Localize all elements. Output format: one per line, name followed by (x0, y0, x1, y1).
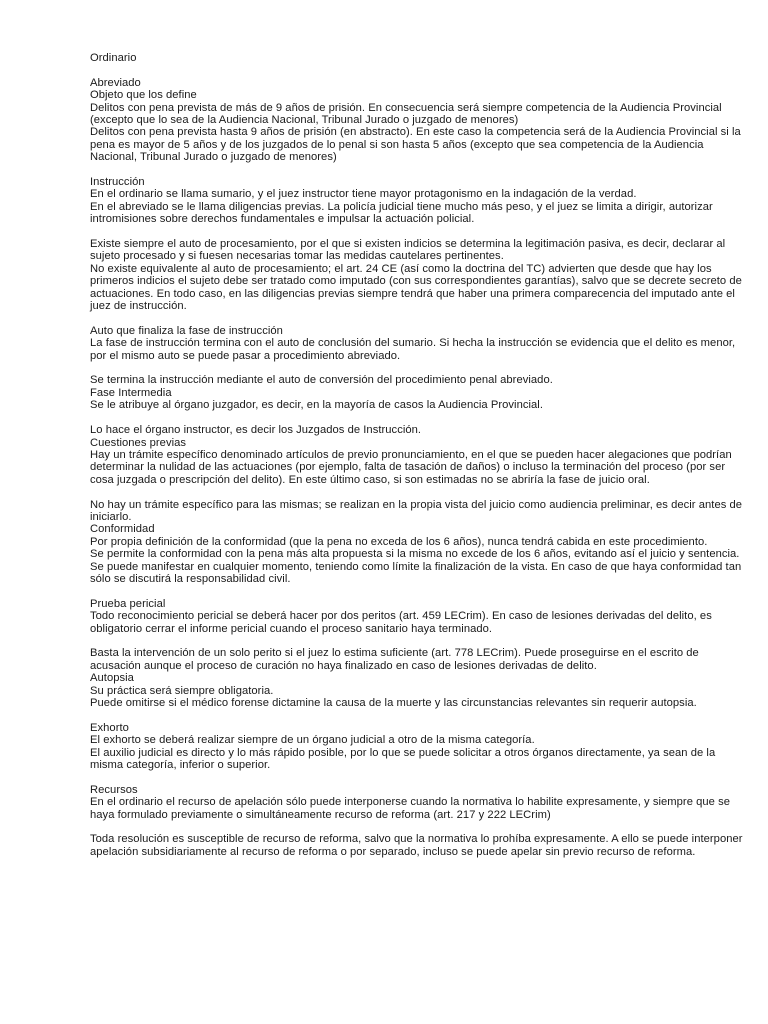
text-line: Puede omitirse si el médico forense dictamine la causa de la muerte y las circunstancias relevantes sin requerir autopsia. (90, 696, 697, 709)
text-line: actuaciones. En todo caso, en las diligencias previas siempre tendrá que haber una primera comparecencia del imputado ante el (90, 287, 735, 300)
paragraph-block (90, 238, 765, 312)
text-line: Toda resolución es susceptible de recurso de reforma, salvo que la normativa lo prohíba expresamente. A ello se puede interponer (90, 833, 743, 846)
text-line: Su práctica será siempre obligatoria. (90, 684, 274, 697)
text-line: Abreviado (90, 76, 141, 89)
paragraph-block (90, 325, 765, 362)
text-line: En el abreviado se le llama diligencias previas. La policía judicial tiene mucho más peso, y el juez se limita a dirigir, autorizar (90, 200, 713, 213)
text-line: apelación subsidiariamente al recurso de reforma o por separado, incluso se puede apelar sin previo recurso de reforma. (90, 845, 696, 858)
text-line: Se le atribuye al órgano juzgador, es decir, en la mayoría de casos la Audiencia Provincial. (90, 399, 543, 412)
paragraph-gap (90, 771, 765, 783)
paragraph-gap (90, 821, 765, 833)
text-line: obligatorio cerrar el informe pericial cuando el proceso sanitario haya terminado. (90, 622, 493, 635)
text-line: Nacional, Tribunal Jurado o juzgado de menores) (90, 151, 337, 164)
paragraph-block (90, 52, 765, 64)
paragraph-gap (90, 585, 765, 597)
text-line: intromisiones sobre derechos fundamentales e impulsar la actuación policial. (90, 213, 475, 226)
text-line: haya formulado previamente o simultáneamente recurso de reforma (art. 217 y 222 LECrim) (90, 808, 551, 821)
text-line: juez de instrucción. (90, 300, 187, 313)
text-line: Se permite la conformidad con la pena más alta propuesta si la misma no excede de los 6 años, evitando así el juicio y sentencia. (90, 548, 740, 561)
text-line: Conformidad (90, 523, 155, 536)
text-line: Objeto que los define (90, 89, 197, 102)
paragraph-block (90, 374, 765, 411)
text-line: Delitos con pena prevista de más de 9 años de prisión. En consecuencia será siempre competencia de la Audiencia Provincial (90, 101, 722, 114)
text-line: Lo hace el órgano instructor, es decir los Juzgados de Instrucción. (90, 424, 422, 437)
paragraph-block (90, 77, 765, 164)
text-line: En el ordinario se llama sumario, y el juez instructor tiene mayor protagonismo en la indagación de la verdad. (90, 188, 637, 201)
text-line: Existe siempre el auto de procesamiento, por el que si existen indicios se determina la legitimación pasiva, es decir, declarar al (90, 238, 726, 251)
text-line: iniciarlo. (90, 510, 132, 523)
text-line: El exhorto se deberá realizar siempre de un órgano judicial a otro de la misma categoría. (90, 734, 535, 747)
text-line: En el ordinario el recurso de apelación sólo puede interponerse cuando la normativa lo habilite expresamente, y siempre que se (90, 796, 731, 809)
text-line: por el mismo auto se puede pasar a procedimiento abreviado. (90, 349, 401, 362)
paragraph-gap (90, 709, 765, 721)
text-line: Delitos con pena prevista hasta 9 años de prisión (en abstracto). En este caso la competencia será de la Audiencia Provincial si la (90, 126, 741, 139)
text-line: Recursos (90, 783, 138, 796)
text-line: El auxilio judicial es directo y lo más rápido posible, por lo que se puede solicitar a otros órganos directamente, ya sean de la (90, 746, 716, 759)
text-line: Se termina la instrucción mediante el auto de conversión del procedimiento penal abreviado. (90, 374, 553, 387)
paragraph-gap (90, 226, 765, 238)
text-line: Ordinario (90, 52, 137, 64)
text-line: pena es mayor de 5 años y de los juzgados de lo penal si son hasta 5 años (excepto que sea competencia de la Audiencia (90, 138, 704, 151)
text-line: Hay un trámite específico denominado artículos de previo pronunciamiento, en el que se pueden hacer alegaciones que podrían (90, 448, 732, 461)
text-line: Autopsia (90, 672, 134, 685)
text-line: Por propia definición de la conformidad (que la pena no exceda de los 6 años), nunca tendrá cabida en este procedimiento. (90, 535, 708, 548)
text-line: Exhorto (90, 721, 129, 734)
text-line: La fase de instrucción termina con el auto de conclusión del sumario. Si hecha la instrucción se evidencia que el delito es menor, (90, 337, 736, 350)
text-line: No existe equivalente al auto de procesamiento; el art. 24 CE (así como la doctrina del TC) advierten que desde que hay los (90, 262, 712, 275)
text-line: Fase Intermedia (90, 386, 172, 399)
text-line: Prueba pericial (90, 597, 166, 610)
paragraph-block (90, 499, 765, 586)
text-line: Auto que finaliza la fase de instrucción (90, 324, 283, 337)
paragraph-block (90, 722, 765, 772)
paragraph-block (90, 598, 765, 635)
paragraph-gap (90, 164, 765, 176)
paragraph-gap (90, 362, 765, 374)
text-line: Basta la intervención de un solo perito si el juez lo estima suficiente (art. 778 LECrim). Puede proseguirse en el escrito de (90, 647, 699, 660)
paragraph-block (90, 833, 765, 858)
text-line: (excepto que lo sea de la Audiencia Nacional, Tribunal Jurado o juzgado de menores) (90, 114, 519, 127)
paragraph-gap (90, 486, 765, 498)
text-line: primeros indicios el sujeto debe ser tratado como imputado (con sus correspondientes garantías), salvo que se decrete secreto de (90, 275, 742, 288)
paragraph-gap (90, 635, 765, 647)
text-line: sujeto procesado y si fuesen necesarias tomar las medidas cautelares pertinentes. (90, 250, 504, 263)
text-line: determinar la nulidad de las actuaciones (por ejemplo, falta de tasación de daños) o incluso la terminación del proceso (por ser (90, 461, 726, 474)
text-line: acusación aunque el proceso de curación no haya finalizado en caso de lesiones derivadas de delito. (90, 659, 597, 672)
document-page (90, 52, 765, 858)
text-line: cosa juzgada o prescripción del delito). En este último caso, si son estimadas no se abriría la fase de juicio oral. (90, 473, 650, 486)
paragraph-gap (90, 412, 765, 424)
paragraph-block (90, 784, 765, 821)
text-line: misma categoría, inferior o superior. (90, 759, 271, 771)
paragraph-gap (90, 64, 765, 76)
text-line: sólo se discutirá la responsabilidad civil. (90, 572, 291, 585)
paragraph-block (90, 424, 765, 486)
text-line: Se puede manifestar en cualquier momento, teniendo como límite la finalización de la vista. En caso de que haya conformidad tan (90, 560, 742, 573)
paragraph-gap (90, 312, 765, 324)
paragraph-block (90, 176, 765, 226)
text-line: Instrucción (90, 176, 145, 189)
text-line: Todo reconocimiento pericial se deberá hacer por dos peritos (art. 459 LECrim). En caso de lesiones derivadas del delito, es (90, 610, 712, 623)
text-line: Cuestiones previas (90, 436, 187, 449)
text-line: No hay un trámite específico para las mismas; se realizan en la propia vista del juicio como audiencia preliminar, es decir antes de (90, 498, 743, 511)
paragraph-block (90, 647, 765, 709)
